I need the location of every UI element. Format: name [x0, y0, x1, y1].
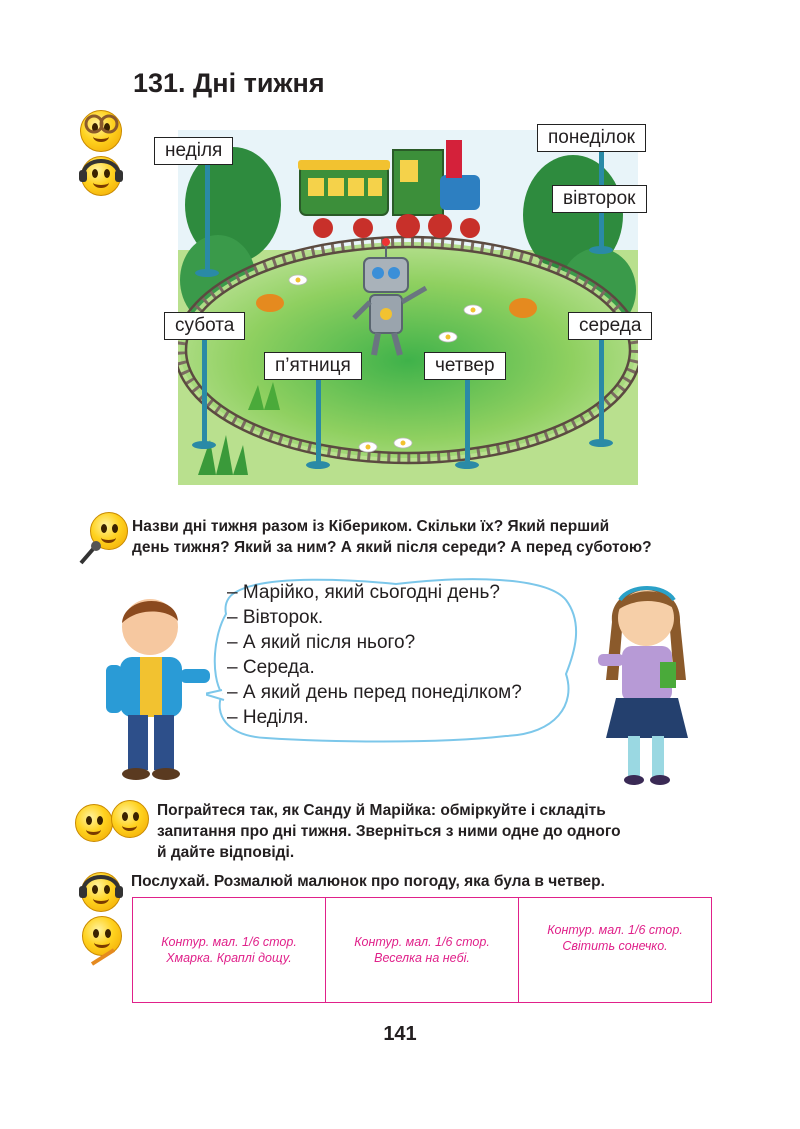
task-listen-color: Послухай. Розмалюй малюнок про погоду, яка була в четвер. [131, 873, 605, 890]
task-line: Назви дні тижня разом із Кібериком. Скільки їх? Який перший [132, 518, 610, 535]
task-line: й дайте відповіді. [157, 844, 295, 861]
microphone-smiley-icon [78, 512, 128, 564]
headphones-smiley-icon [78, 868, 124, 914]
drawing-box-rainbow [326, 898, 519, 1002]
box-note: Хмарка. Краплі дощу. [166, 951, 292, 965]
dialogue-line: – Вівторок. [227, 607, 324, 628]
dialogue-line: – Неділя. [227, 707, 309, 728]
drawing-box-sun [519, 898, 711, 1002]
sign-tuesday: вівторок [552, 185, 647, 213]
task-name-days [132, 516, 652, 558]
task-line: запитання про дні тижня. Зверніться з ними одне до одного [157, 823, 621, 840]
sign-monday: понеділок [537, 124, 646, 152]
railway-scene-drawing [178, 130, 638, 485]
dialogue-line: – Середа. [227, 657, 315, 678]
drawing-box-cloud-rain [133, 898, 326, 1002]
days-of-week-illustration [165, 127, 642, 485]
sign-wednesday: середа [568, 312, 652, 340]
task-line: Пограйтеся так, як Санду й Марійка: обміркуйте і складіть [157, 802, 606, 819]
box-note: Веселка на небі. [374, 951, 470, 965]
page-number: 141 [383, 1023, 417, 1045]
pencil-smiley-icon [80, 916, 124, 968]
sign-thursday: четвер [424, 352, 506, 380]
page-title: 131. Дні тижня [133, 68, 325, 98]
sign-sunday: неділя [154, 137, 233, 165]
drawing-boxes [132, 897, 712, 1003]
pair-smileys-icon [75, 800, 155, 846]
box-note: Контур. мал. 1/6 стор. [547, 923, 683, 937]
girl-mariyka-illustration [590, 570, 700, 790]
sign-saturday: субота [164, 312, 245, 340]
boy-sandu-illustration [98, 585, 218, 785]
dialogue-text [227, 580, 522, 730]
dialogue-line: – Марійко, який сьогодні день? [227, 582, 500, 603]
box-note: Контур. мал. 1/6 стор. [161, 935, 297, 949]
box-note: Світить сонечко. [562, 939, 668, 953]
headphones-smiley-icon [78, 152, 124, 198]
dialogue-line: – А який після нього? [227, 632, 416, 653]
dialogue-line: – А який день перед понеділком? [227, 682, 522, 703]
look-smiley-icon [80, 110, 124, 154]
task-line: день тижня? Який за ним? А який після середи? А перед суботою? [132, 539, 652, 556]
task-play-dialogue [157, 800, 621, 863]
box-note: Контур. мал. 1/6 стор. [354, 935, 490, 949]
sign-friday: п’ятниця [264, 352, 362, 380]
